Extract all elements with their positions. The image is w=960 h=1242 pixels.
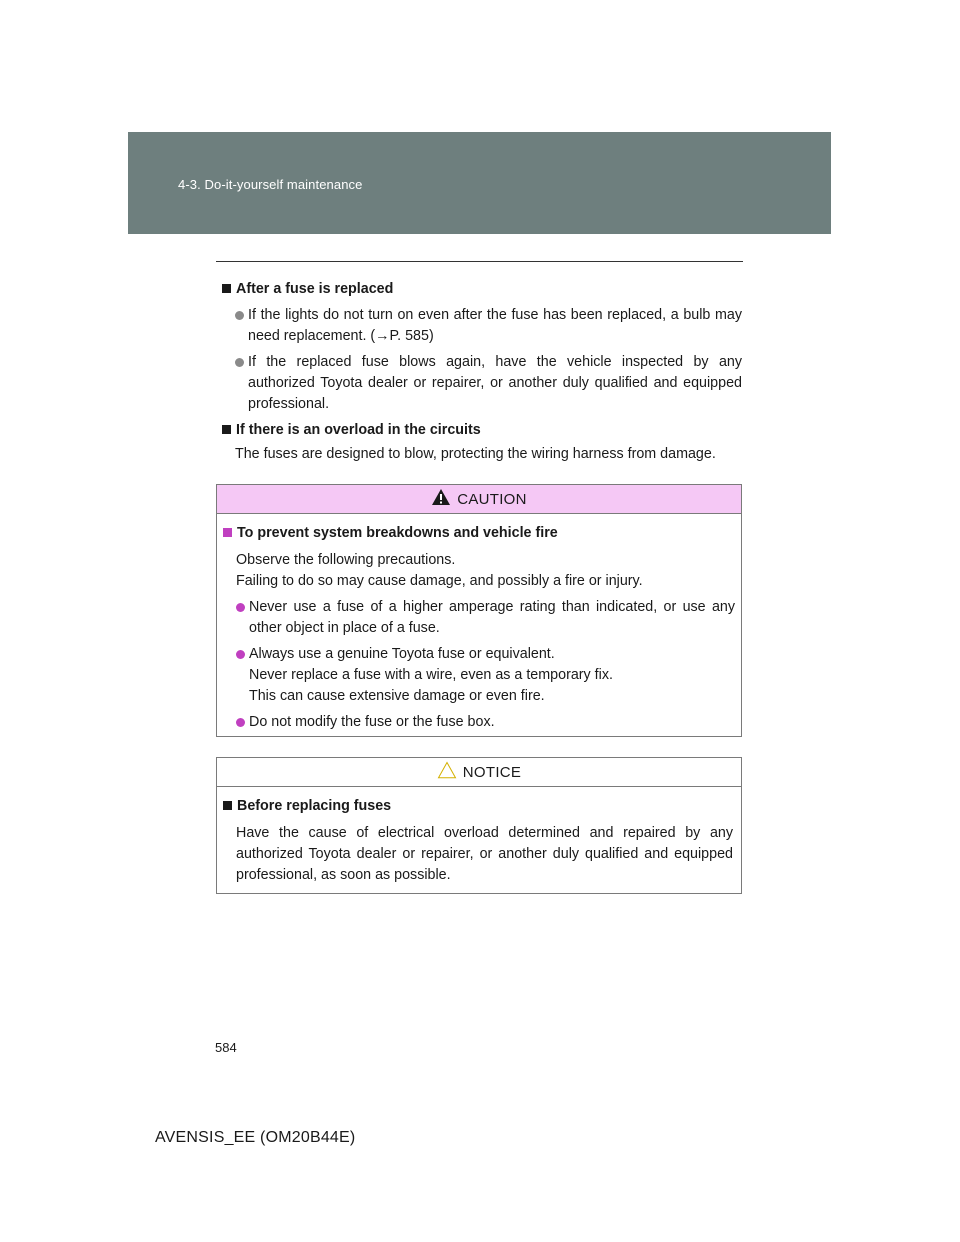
- caution-bullet-do-not-modify: Do not modify the fuse or the fuse box.: [223, 712, 735, 733]
- caution-box: [216, 484, 742, 737]
- notice-label: NOTICE: [462, 763, 522, 781]
- caution-body: [217, 514, 741, 733]
- notice-header: [217, 758, 741, 787]
- caution-header: [217, 485, 741, 514]
- section-heading-after-fuse-replaced: After a fuse is replaced: [222, 279, 742, 300]
- section-heading-overload: If there is an overload in the circuits: [222, 420, 742, 441]
- page-number: 584: [215, 1040, 237, 1055]
- bullet-lights-not-on: If the lights do not turn on even after the fuse has been replaced, a bulb may need replacement. (→P. 585): [222, 305, 742, 347]
- main-content: [222, 279, 742, 465]
- bullet-fuse-blows-again: If the replaced fuse blows again, have the vehicle inspected by any authorized Toyota dealer or repairer, or another duly qualified and equipped professional.: [222, 352, 742, 415]
- caution-heading: To prevent system breakdowns and vehicle fire: [223, 523, 735, 544]
- caution-bullet-amperage: Never use a fuse of a higher amperage rating than indicated, or use any other object in place of a fuse.: [223, 597, 735, 639]
- document-code: AVENSIS_EE (OM20B44E): [155, 1129, 356, 1146]
- warning-triangle-filled-icon: [431, 488, 451, 506]
- section-title: 4-3. Do-it-yourself maintenance: [178, 177, 363, 192]
- caution-bullet-genuine-fuse-line-1: Always use a genuine Toyota fuse or equivalent.: [249, 646, 555, 662]
- top-rule: [216, 261, 743, 262]
- caution-bullet-genuine-fuse-line-3: This can cause extensive damage or even fire.: [249, 688, 545, 704]
- caution-bullet-genuine-fuse: [223, 644, 735, 707]
- caution-intro-2: Failing to do so may cause damage, and possibly a fire or injury.: [236, 573, 643, 589]
- notice-box: [216, 757, 742, 894]
- notice-text: Have the cause of electrical overload determined and repaired by any authorized Toyota dealer or repairer, or another duly qualified and equipped professional, as soon as possible.: [236, 825, 733, 883]
- caution-label: CAUTION: [457, 490, 527, 508]
- caution-bullet-genuine-fuse-line-2: Never replace a fuse with a wire, even as a temporary fix.: [249, 667, 613, 683]
- notice-body: [217, 787, 741, 886]
- overload-text: The fuses are designed to blow, protecting the wiring harness from damage.: [235, 446, 716, 462]
- warning-triangle-outline-icon: [437, 761, 457, 779]
- notice-heading: Before replacing fuses: [223, 796, 735, 817]
- caution-intro-1: Observe the following precautions.: [236, 552, 456, 568]
- chapter-header-band: [128, 132, 831, 234]
